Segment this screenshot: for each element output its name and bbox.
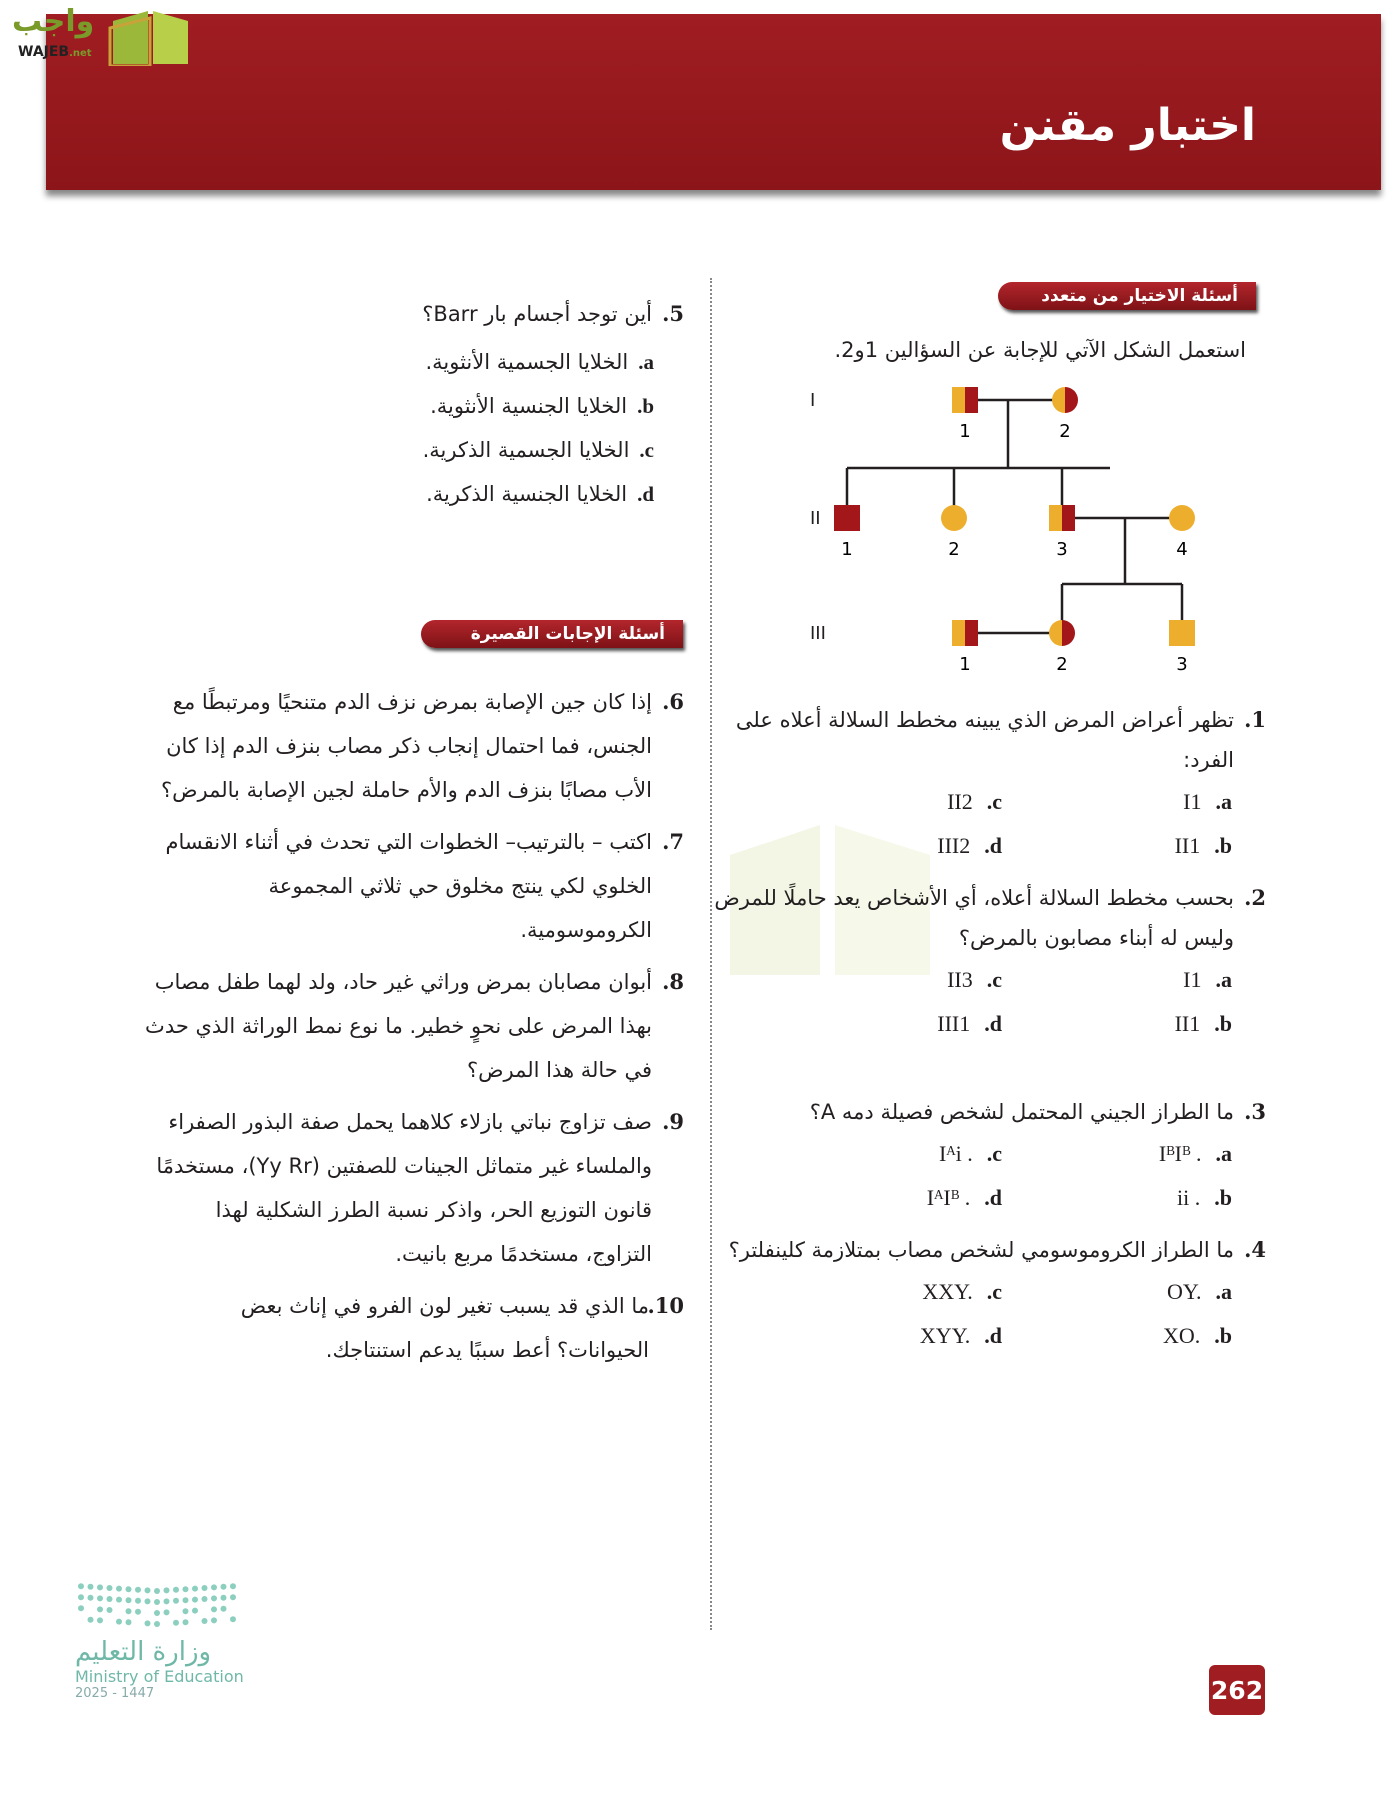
option-text: XYY. (919, 1323, 971, 1348)
question (144, 1284, 684, 1372)
question-text: إذا كان جين الإصابة بمرض نزف الدم متنحيًا ومرتبطًا مع الجنس، فما احتمال إنجاب ذكر مصاب بنزف الدم إذا كان الأب مصابًا بنزف الدم والأم حاملة لجين الإصابة بالمرض؟ (161, 690, 652, 802)
page-number: 262 (1209, 1665, 1265, 1715)
question-number: 1. (1244, 707, 1266, 732)
question-number: 2. (1244, 885, 1266, 910)
ministry-name-en: Ministry of Education (75, 1667, 244, 1686)
wajeb-logo (8, 4, 193, 66)
answer-option[interactable] (1002, 1176, 1232, 1220)
answer-option[interactable] (164, 384, 684, 428)
question (144, 820, 684, 952)
option-letter: b. (637, 394, 654, 418)
option-letter: d. (984, 1011, 1002, 1036)
option-letter: a. (1215, 1279, 1232, 1304)
option-letter: d. (984, 1323, 1002, 1348)
option-text: I1 (1183, 789, 1202, 814)
book-icon (108, 6, 193, 66)
pedigree-male-II3 (1049, 505, 1075, 560)
option-letter: c. (639, 438, 654, 462)
individual-number: 3 (1056, 539, 1068, 560)
answer-option[interactable] (164, 340, 684, 384)
option-text: ii . (1177, 1185, 1201, 1210)
answer-options (706, 780, 1266, 868)
option-letter: b. (1214, 1185, 1232, 1210)
answer-options (706, 1270, 1266, 1358)
ministry-dots-icon (75, 1578, 245, 1633)
pedigree-male-III3 (1169, 620, 1195, 675)
option-text: الخلايا الجنسية الأنثوية. (430, 394, 628, 418)
generation-label: III (810, 623, 826, 644)
answer-options (706, 1132, 1266, 1220)
answer-option[interactable] (1002, 958, 1232, 1002)
question-number: 4. (1244, 1237, 1266, 1262)
question-number: 3. (1244, 1099, 1266, 1124)
question (144, 960, 684, 1092)
question-number: 10. (647, 1293, 684, 1318)
question (706, 1092, 1266, 1132)
option-text: II2 (947, 789, 973, 814)
question (144, 680, 684, 812)
option-text: XXY. (922, 1279, 973, 1304)
ministry-name-ar: وزارة التعليم (75, 1637, 212, 1667)
option-letter: c. (986, 789, 1002, 814)
pedigree-male-I1 (952, 387, 978, 442)
question-number: 9. (662, 1109, 684, 1134)
option-text: I1 (1183, 967, 1202, 992)
individual-number: 1 (959, 654, 971, 675)
question (706, 878, 1266, 958)
answer-option[interactable] (1002, 1270, 1232, 1314)
question-text: ما الطراز الجيني المحتمل لشخص فصيلة دمه A؟ (809, 1100, 1234, 1124)
option-text: IᴬIᴮ . (926, 1185, 971, 1210)
pedigree-female-II4 (1169, 505, 1195, 560)
logo-en: WAJEB.net (18, 44, 92, 60)
question-text: ما الطراز الكروموسومي لشخص مصاب بمتلازمة كلينفلتر؟ (728, 1238, 1234, 1262)
pedigree-lines (847, 400, 1182, 633)
option-letter: a. (1215, 789, 1232, 814)
question-text: تظهر أعراض المرض الذي يبينه مخطط السلالة أعلاه على الفرد: (735, 708, 1234, 772)
option-letter: a. (1215, 967, 1232, 992)
question-text: ما الذي قد يسبب تغير لون الفرو في إناث بعض الحيوانات؟ أعط سببًا يدعم استنتاجك. (240, 1294, 649, 1362)
option-text: XO. (1162, 1323, 1201, 1348)
logo-text: واجب (12, 4, 95, 39)
question-number: 6. (662, 689, 684, 714)
option-text: II3 (947, 967, 973, 992)
answer-option[interactable] (772, 1132, 1002, 1176)
option-letter: c. (986, 1279, 1002, 1304)
short-answer-questions (144, 680, 684, 1380)
option-text: الخلايا الجسمية الذكرية. (422, 438, 630, 462)
generation-label: II (810, 508, 821, 529)
question-text: أبوان مصابان بمرض وراثي غير حاد، ولد لهما طفل مصاب بهذا المرض على نحوٍ خطير. ما نوع نمط الوراثة الذي حدث في حالة هذا المرض؟ (145, 970, 652, 1082)
option-text: الخلايا الجسمية الأنثوية. (425, 350, 629, 374)
option-text: IᴮIᴮ . (1158, 1141, 1202, 1166)
answer-option[interactable] (772, 1002, 1002, 1046)
pedigree-male-II1 (834, 505, 860, 560)
option-letter: d. (984, 833, 1002, 858)
option-text: III2 (937, 833, 971, 858)
option-text: III1 (937, 1011, 971, 1036)
individual-number: 2 (948, 539, 960, 560)
pedigree-female-III2 (1049, 620, 1075, 675)
individual-number: 1 (959, 421, 971, 442)
question (706, 700, 1266, 780)
answer-options (706, 958, 1266, 1046)
answer-option[interactable] (772, 824, 1002, 868)
option-letter: b. (1214, 833, 1232, 858)
option-text: II1 (1174, 833, 1201, 858)
individual-number: 3 (1176, 654, 1188, 675)
pedigree-chart (790, 378, 1220, 678)
option-letter: b. (1214, 1011, 1232, 1036)
option-text: OY. (1167, 1279, 1202, 1304)
option-letter: d. (637, 482, 654, 506)
mcq-section-title: أسئلة الاختيار من متعدد (998, 282, 1256, 310)
ministry-logo (75, 1578, 255, 1701)
answer-option[interactable] (772, 958, 1002, 1002)
individual-number: 2 (1056, 654, 1068, 675)
short-answer-section-title: أسئلة الإجابات القصيرة (421, 620, 683, 648)
page-title: اختبار مقنن (999, 100, 1256, 151)
option-text: Iᴬi . (939, 1141, 973, 1166)
answer-option[interactable] (772, 1314, 1002, 1358)
option-letter: a. (638, 350, 654, 374)
answer-option[interactable] (1002, 780, 1232, 824)
generation-label: I (810, 390, 816, 411)
option-text: II1 (1174, 1011, 1201, 1036)
option-letter: a. (1215, 1141, 1232, 1166)
individual-number: 2 (1059, 421, 1071, 442)
question-number: 8. (662, 969, 684, 994)
option-letter: c. (986, 967, 1002, 992)
answer-option[interactable] (164, 428, 684, 472)
option-letter: c. (986, 1141, 1002, 1166)
question-5 (164, 292, 684, 516)
pedigree-female-I2 (1052, 387, 1078, 442)
question-number: 7. (662, 829, 684, 854)
answer-option[interactable] (1002, 1314, 1232, 1358)
option-letter: b. (1214, 1323, 1232, 1348)
answer-option[interactable] (1002, 824, 1232, 868)
answer-option[interactable] (164, 472, 684, 516)
answer-option[interactable] (1002, 1002, 1232, 1046)
answer-option[interactable] (772, 1270, 1002, 1314)
mcq-questions (706, 700, 1266, 1368)
instruction: استعمل الشكل الآتي للإجابة عن السؤالين 1و2. (834, 338, 1246, 362)
pedigree-female-II2 (941, 505, 967, 560)
question-text: بحسب مخطط السلالة أعلاه، أي الأشخاص يعد حاملًا للمرض وليس له أبناء مصابون بالمرض؟ (714, 886, 1234, 950)
individual-number: 1 (841, 539, 853, 560)
answer-option[interactable] (1002, 1132, 1232, 1176)
question (706, 1230, 1266, 1270)
pedigree-male-III1 (952, 620, 978, 675)
question-text: صف تزاوج نباتي بازلاء كلاهما يحمل صفة البذور الصفراء والملساء غير متماثل الجينات للصفتين (Yy Rr)، مستخدمًا قانون التوزيع الحر، واذكر نسبة الطرز الشكلية لهذا التزاوج، مستخدمًا مربع بانيت. (156, 1110, 652, 1266)
answer-option[interactable] (772, 780, 1002, 824)
question-text: أين توجد أجسام بار Barr؟ (422, 302, 652, 326)
question-text: اكتب – بالترتيب– الخطوات التي تحدث في أثناء الانقسام الخلوي لكي ينتج مخلوق حي ثلاثي المجموعة الكروموسومية. (165, 830, 652, 942)
option-letter: d. (984, 1185, 1002, 1210)
question-number: 5. (662, 301, 684, 326)
individual-number: 4 (1176, 539, 1188, 560)
question (144, 1100, 684, 1276)
answer-option[interactable] (772, 1176, 1002, 1220)
year-label: 2025 - 1447 (75, 1686, 155, 1701)
option-text: الخلايا الجنسية الذكرية. (426, 482, 628, 506)
